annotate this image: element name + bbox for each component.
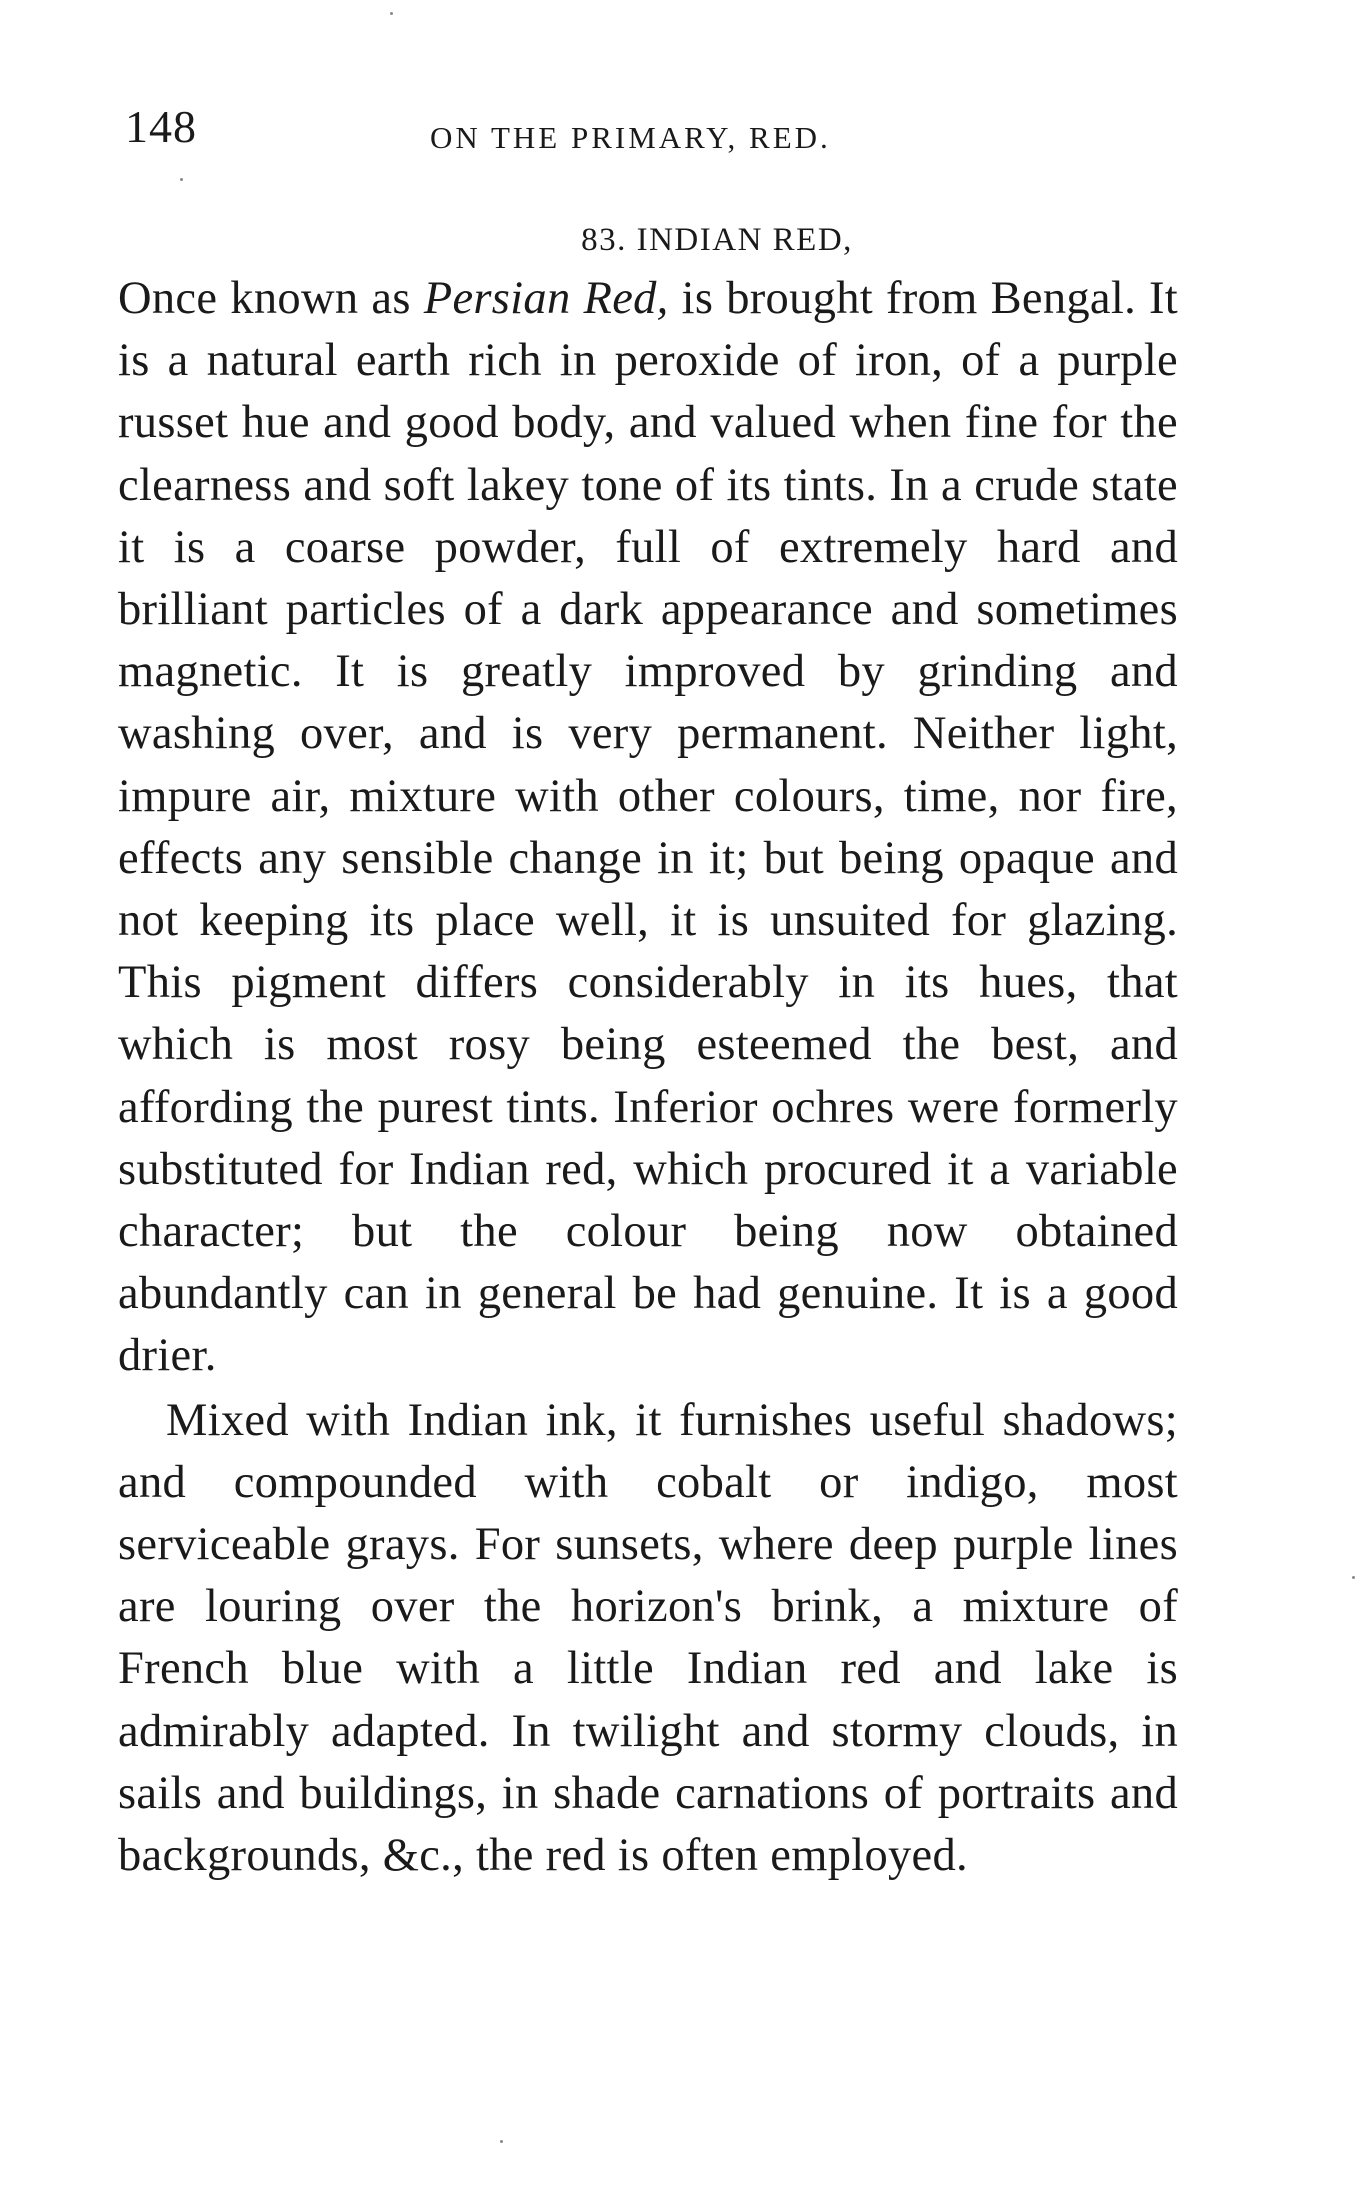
- paper-speck: [390, 12, 393, 15]
- paper-speck: [500, 2140, 503, 2143]
- italic-term-persian-red: Persian Red,: [423, 273, 669, 324]
- body-text: [118, 268, 1178, 1887]
- paragraph-indian-red-usage: Mixed with Indian ink, it furnishes useful shadows; and compounded with cobalt or indigo, most serviceable grays. For sunsets, where deep purple lines are louring over the horizon's brink, a mixture of French blue with a little Indian red and lake is admirably adapted. In twilight and stormy clouds, in sails and buildings, in shade carnations of portraits and backgrounds, &c., the red is often employed.: [118, 1394, 1178, 1882]
- running-title: ON THE PRIMARY, RED.: [430, 120, 831, 155]
- running-head: [125, 100, 1175, 160]
- paper-speck: [1352, 1576, 1355, 1579]
- paper-speck: [180, 178, 183, 181]
- paragraph-indian-red-description: [118, 268, 1178, 1388]
- page-number: 148: [125, 101, 197, 152]
- paragraph-lead: Once known as: [118, 273, 424, 324]
- section-heading: 83. INDIAN RED,: [581, 222, 853, 258]
- paragraph-rest: is brought from Bengal. It is a natural earth rich in peroxide of iron, of a purple russet hue and good body, and valued when fine for the clearness and soft lakey tone of its tints. In a crude state it is a coarse powder, full of extremely hard and brilliant particles of a dark appearance and sometimes magnetic. It is greatly improved by grinding and washing over, and is very permanent. Neither light, impure air, mixture with other colours, time, nor fire, effects any sensible change in it; but being opaque and not keeping its place well, it is unsuited for glazing. This pigment differs considerably in its hues, that which is most rosy being esteemed the best, and affording the purest tints. Inferior ochres were formerly substituted for Indian red, which procured it a variable character; but the colour being now obtained abundantly can in general be had genuine. It is a good drier.: [118, 273, 1179, 1382]
